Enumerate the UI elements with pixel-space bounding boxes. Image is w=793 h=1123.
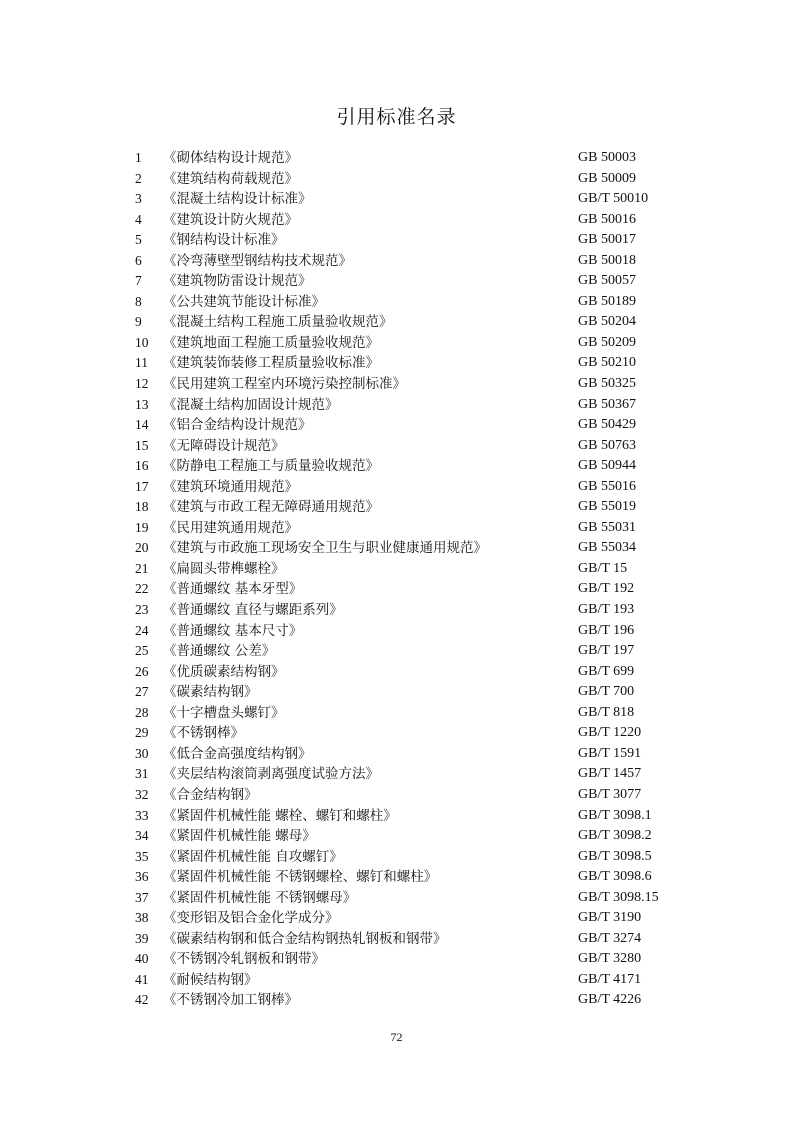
standard-code: GB/T 818 — [578, 704, 635, 720]
standard-name: 《碳素结构钢和低合金结构钢热轧钢板和钢带》 — [163, 930, 447, 947]
standard-row — [0, 806, 793, 827]
standard-number: 17 — [135, 478, 149, 494]
standard-name: 《紧固件机械性能 不锈钢螺母》 — [163, 889, 357, 906]
standard-name: 《建筑设计防火规范》 — [163, 211, 298, 228]
standard-row — [0, 251, 793, 272]
standard-number: 5 — [135, 232, 142, 248]
standard-code: GB/T 1220 — [578, 725, 642, 741]
standard-number: 16 — [135, 458, 149, 474]
standard-number: 13 — [135, 396, 149, 412]
standard-number: 35 — [135, 848, 149, 864]
standard-name: 《钢结构设计标准》 — [163, 232, 285, 249]
standard-number: 22 — [135, 581, 149, 597]
standard-code: GB 50189 — [578, 293, 636, 309]
standard-name: 《建筑物防雷设计规范》 — [163, 273, 312, 290]
standard-code: GB/T 3274 — [578, 930, 642, 946]
standard-row — [0, 785, 793, 806]
standard-code: GB 50009 — [578, 170, 636, 186]
standard-row — [0, 600, 793, 621]
standard-code: GB 50017 — [578, 232, 636, 248]
standard-name: 《建筑与市政施工现场安全卫生与职业健康通用规范》 — [163, 540, 487, 557]
standard-row — [0, 353, 793, 374]
standard-row — [0, 312, 793, 333]
standard-name: 《紧固件机械性能 不锈钢螺栓、螺钉和螺柱》 — [163, 869, 438, 886]
standard-name: 《建筑装饰装修工程质量验收标准》 — [163, 355, 379, 372]
standard-name: 《紧固件机械性能 自攻螺钉》 — [163, 848, 343, 865]
standard-row — [0, 641, 793, 662]
standard-number: 12 — [135, 376, 149, 392]
standard-code: GB/T 699 — [578, 663, 635, 679]
standard-code: GB/T 4226 — [578, 992, 642, 1008]
standard-code: GB/T 193 — [578, 602, 635, 618]
standard-code: GB 50057 — [578, 273, 636, 289]
standard-code: GB 50209 — [578, 334, 636, 350]
standard-code: GB/T 50010 — [578, 191, 649, 207]
standard-code: GB 50944 — [578, 458, 636, 474]
standard-code: GB/T 3077 — [578, 786, 642, 802]
standard-number: 39 — [135, 930, 149, 946]
standard-row — [0, 559, 793, 580]
standard-row — [0, 148, 793, 169]
standard-number: 32 — [135, 786, 149, 802]
standard-code: GB/T 700 — [578, 684, 635, 700]
standard-number: 2 — [135, 170, 142, 186]
standard-number: 19 — [135, 519, 149, 535]
standard-name: 《紧固件机械性能 螺母》 — [163, 828, 316, 845]
standard-code: GB 50003 — [578, 150, 636, 165]
standard-row — [0, 497, 793, 518]
standard-name: 《紧固件机械性能 螺栓、螺钉和螺柱》 — [163, 807, 397, 824]
standard-name: 《十字槽盘头螺钉》 — [163, 704, 285, 721]
standard-name: 《合金结构钢》 — [163, 786, 258, 803]
standard-code: GB/T 3280 — [578, 951, 642, 967]
standard-number: 26 — [135, 663, 149, 679]
standard-code: GB/T 3098.2 — [578, 828, 652, 844]
standard-row — [0, 908, 793, 929]
standard-number: 20 — [135, 540, 149, 556]
standard-row — [0, 888, 793, 909]
standard-code: GB 50018 — [578, 252, 636, 268]
standard-number: 30 — [135, 745, 149, 761]
standard-number: 23 — [135, 602, 149, 618]
standard-row — [0, 374, 793, 395]
standard-name: 《混凝土结构设计标准》 — [163, 191, 312, 208]
standard-number: 7 — [135, 273, 142, 289]
standard-number: 3 — [135, 191, 142, 207]
standards-list — [0, 148, 793, 1011]
standard-row — [0, 292, 793, 313]
standard-row — [0, 826, 793, 847]
standard-name: 《民用建筑工程室内环境污染控制标准》 — [163, 376, 406, 393]
standard-name: 《砌体结构设计规范》 — [163, 150, 298, 166]
standard-number: 37 — [135, 889, 149, 905]
standard-name: 《建筑与市政工程无障碍通用规范》 — [163, 499, 379, 516]
standard-name: 《不锈钢棒》 — [163, 725, 244, 742]
standard-name: 《防静电工程施工与质量验收规范》 — [163, 458, 379, 475]
standard-number: 11 — [135, 355, 148, 371]
standard-code: GB/T 3190 — [578, 910, 642, 926]
standard-code: GB/T 192 — [578, 581, 635, 597]
standard-name: 《不锈钢冷轧钢板和钢带》 — [163, 951, 325, 968]
standard-row — [0, 703, 793, 724]
standard-row — [0, 456, 793, 477]
standard-name: 《民用建筑通用规范》 — [163, 519, 298, 536]
standard-number: 10 — [135, 334, 149, 350]
standard-number: 36 — [135, 869, 149, 885]
standard-number: 42 — [135, 992, 149, 1008]
standard-number: 21 — [135, 560, 149, 576]
standard-number: 38 — [135, 910, 149, 926]
standard-code: GB/T 3098.15 — [578, 889, 659, 905]
standard-name: 《耐候结构钢》 — [163, 971, 258, 988]
standard-code: GB 55034 — [578, 540, 636, 556]
standard-row — [0, 436, 793, 457]
standard-name: 《夹层结构滚筒剥离强度试验方法》 — [163, 766, 379, 783]
standard-name: 《普通螺纹 直径与螺距系列》 — [163, 602, 343, 619]
standard-code: GB 50325 — [578, 376, 636, 392]
standard-number: 28 — [135, 704, 149, 720]
standard-code: GB 50210 — [578, 355, 636, 371]
standard-name: 《建筑环境通用规范》 — [163, 478, 298, 495]
standard-code: GB 55019 — [578, 499, 636, 515]
standard-number: 25 — [135, 643, 149, 659]
standard-code: GB/T 1591 — [578, 745, 642, 761]
standard-row — [0, 621, 793, 642]
page-title: 引用标准名录 — [336, 106, 457, 128]
standard-name: 《普通螺纹 基本尺寸》 — [163, 622, 303, 639]
standard-row — [0, 867, 793, 888]
standard-row — [0, 579, 793, 600]
standard-name: 《建筑结构荷载规范》 — [163, 170, 298, 187]
standard-row — [0, 682, 793, 703]
standard-name: 《无障碍设计规范》 — [163, 437, 285, 454]
standard-row — [0, 333, 793, 354]
page-number: 72 — [390, 1030, 403, 1044]
standard-code: GB/T 4171 — [578, 971, 642, 987]
standard-code: GB 55016 — [578, 478, 636, 494]
standard-name: 《混凝土结构工程施工质量验收规范》 — [163, 314, 393, 331]
standard-name: 《普通螺纹 基本牙型》 — [163, 581, 303, 598]
standard-code: GB/T 3098.1 — [578, 807, 652, 823]
standard-number: 8 — [135, 293, 142, 309]
standard-row — [0, 970, 793, 991]
standard-code: GB 50367 — [578, 396, 636, 412]
standard-row — [0, 662, 793, 683]
standard-number: 33 — [135, 807, 149, 823]
standard-name: 《扁圆头带榫螺栓》 — [163, 560, 285, 577]
standard-code: GB 50204 — [578, 314, 636, 330]
standard-row — [0, 723, 793, 744]
standard-code: GB 55031 — [578, 519, 636, 535]
standard-number: 27 — [135, 684, 149, 700]
standard-name: 《建筑地面工程施工质量验收规范》 — [163, 334, 379, 351]
standard-name: 《优质碳素结构钢》 — [163, 663, 285, 680]
standard-row — [0, 949, 793, 970]
standard-code: GB/T 3098.5 — [578, 848, 652, 864]
standard-number: 24 — [135, 622, 149, 638]
standard-code: GB 50016 — [578, 211, 636, 227]
standard-code: GB/T 1457 — [578, 766, 642, 782]
standard-row — [0, 395, 793, 416]
standard-name: 《普通螺纹 公差》 — [163, 643, 276, 660]
standard-row — [0, 990, 793, 1011]
standard-number: 41 — [135, 971, 149, 987]
standard-number: 31 — [135, 766, 149, 782]
standard-code: GB/T 3098.6 — [578, 869, 652, 885]
standard-code: GB 50763 — [578, 437, 636, 453]
standard-row — [0, 230, 793, 251]
standard-number: 6 — [135, 252, 142, 268]
standard-row — [0, 210, 793, 231]
standard-name: 《碳素结构钢》 — [163, 684, 258, 701]
standard-number: 34 — [135, 828, 149, 844]
standard-number: 40 — [135, 951, 149, 967]
standard-name: 《混凝土结构加固设计规范》 — [163, 396, 339, 413]
standard-name: 《公共建筑节能设计标准》 — [163, 293, 325, 310]
standard-row — [0, 477, 793, 498]
standard-row — [0, 271, 793, 292]
standard-row — [0, 744, 793, 765]
standard-row — [0, 169, 793, 190]
standard-code: GB/T 15 — [578, 560, 628, 576]
standard-code: GB/T 197 — [578, 643, 635, 659]
standard-code: GB/T 196 — [578, 622, 635, 638]
standard-code: GB 50429 — [578, 417, 636, 433]
standard-number: 9 — [135, 314, 142, 330]
standard-row — [0, 538, 793, 559]
standard-row — [0, 764, 793, 785]
standard-name: 《变形铝及铝合金化学成分》 — [163, 910, 339, 927]
standard-row — [0, 415, 793, 436]
standard-row — [0, 929, 793, 950]
standard-number: 14 — [135, 417, 149, 433]
standard-name: 《不锈钢冷加工钢棒》 — [163, 992, 298, 1009]
standard-name: 《铝合金结构设计规范》 — [163, 417, 312, 434]
standard-name: 《低合金高强度结构钢》 — [163, 745, 312, 762]
standard-name: 《冷弯薄壁型钢结构技术规范》 — [163, 252, 352, 269]
standard-number: 15 — [135, 437, 149, 453]
standard-number: 18 — [135, 499, 149, 515]
standard-number: 4 — [135, 211, 142, 227]
standard-row — [0, 189, 793, 210]
standard-number: 29 — [135, 725, 149, 741]
standard-number: 1 — [135, 150, 142, 165]
standard-row — [0, 518, 793, 539]
standard-row — [0, 847, 793, 868]
